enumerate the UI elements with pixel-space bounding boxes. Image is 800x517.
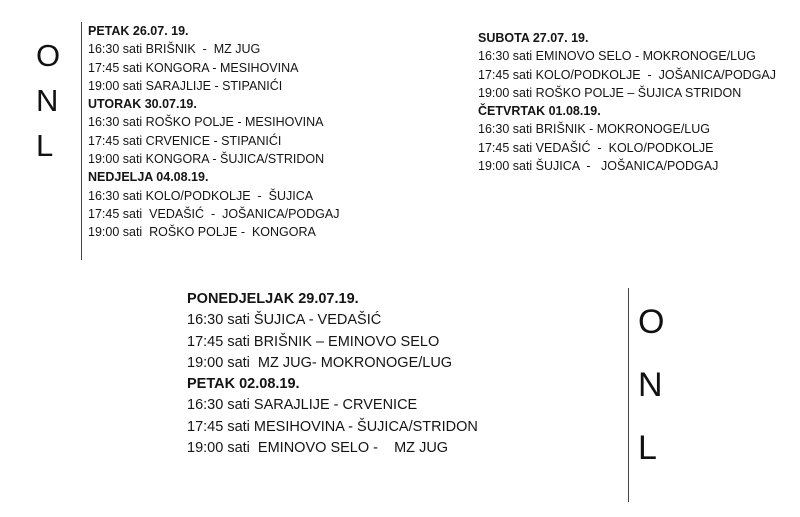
onl-letter: L xyxy=(36,128,54,163)
game-line: 19:00 sati KONGORA - ŠUJICA/STRIDON xyxy=(88,152,325,167)
onl-letter: O xyxy=(36,38,61,73)
game-line: 17:45 sati KOLO/PODKOLJE - JOŠANICA/PODGAJ xyxy=(478,67,777,82)
onl-letter: N xyxy=(638,366,663,404)
game-line: 16:30 sati KOLO/PODKOLJE - ŠUJICA xyxy=(88,188,314,203)
day-heading: NEDJELJA 04.08.19. xyxy=(88,170,209,185)
game-line: 19:00 sati ŠUJICA - JOŠANICA/PODGAJ xyxy=(478,159,719,174)
day-heading: SUBOTA 27.07. 19. xyxy=(478,31,589,45)
day-heading: ČETVRTAK 01.08.19. xyxy=(478,104,601,119)
onl-letter: O xyxy=(638,303,665,341)
schedule-block-1 xyxy=(88,22,339,242)
schedule-block-2 xyxy=(478,29,776,175)
game-line: 17:45 sati MESIHOVINA - ŠUJICA/STRIDON xyxy=(187,418,478,435)
game-line: 17:45 sati VEDAŠIĆ - JOŠANICA/PODGAJ xyxy=(88,206,340,221)
game-line: 19:00 sati SARAJLIJE - STIPANIĆI xyxy=(88,78,283,93)
game-line: 17:45 sati CRVENICE - STIPANIĆI xyxy=(88,133,282,148)
onl-letter: L xyxy=(638,429,657,467)
game-line: 17:45 sati KONGORA - MESIHOVINA xyxy=(88,60,299,75)
divider-line xyxy=(81,22,82,260)
onl-label-top xyxy=(36,40,60,175)
onl-label-bottom xyxy=(638,305,664,494)
schedule-block-3 xyxy=(187,289,478,459)
onl-letter: N xyxy=(36,83,59,118)
game-line: 19:00 sati ROŠKO POLJE – ŠUJICA STRIDON xyxy=(478,85,742,100)
game-line: 19:00 sati EMINOVO SELO - MZ JUG xyxy=(187,440,449,457)
day-heading: PETAK 02.08.19. xyxy=(187,376,300,393)
day-heading: UTORAK 30.07.19. xyxy=(88,97,197,112)
game-line: 16:30 sati BRIŠNIK - MZ JUG xyxy=(88,42,261,57)
game-line: 17:45 sati VEDAŠIĆ - KOLO/PODKOLJE xyxy=(478,140,714,155)
day-heading: PETAK 26.07. 19. xyxy=(88,24,189,38)
game-line: 16:30 sati ROŠKO POLJE - MESIHOVINA xyxy=(88,115,324,130)
game-line: 17:45 sati BRIŠNIK – EMINOVO SELO xyxy=(187,333,440,350)
game-line: 16:30 sati BRIŠNIK - MOKRONOGE/LUG xyxy=(478,122,711,137)
game-line: 19:00 sati ROŠKO POLJE - KONGORA xyxy=(88,225,316,240)
divider-line xyxy=(628,288,629,502)
day-heading: PONEDJELJAK 29.07.19. xyxy=(187,291,359,307)
game-line: 16:30 sati EMINOVO SELO - MOKRONOGE/LUG xyxy=(478,49,756,64)
game-line: 19:00 sati MZ JUG- MOKRONOGE/LUG xyxy=(187,354,453,371)
game-line: 16:30 sati ŠUJICA - VEDAŠIĆ xyxy=(187,312,382,329)
game-line: 16:30 sati SARAJLIJE - CRVENICE xyxy=(187,397,418,414)
